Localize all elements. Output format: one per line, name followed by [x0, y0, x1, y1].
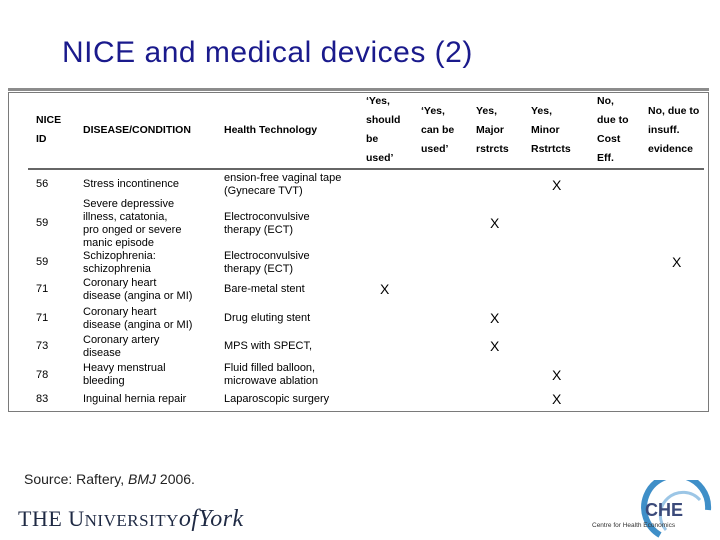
header-nice-id: NICE ID	[36, 114, 62, 145]
header-technology: Health Technology	[224, 124, 318, 136]
row-4-disease: Coronary heart disease (angina or MI)	[83, 277, 193, 302]
university-of-york-logo: THE UNIVERSITYofYork	[18, 506, 244, 532]
header-disease: DISEASE/CONDITION	[83, 124, 191, 136]
row-7-disease: Heavy menstrual bleeding	[83, 362, 166, 387]
row-5-technology: Drug eluting stent	[224, 312, 311, 324]
row-8-mark: X	[552, 391, 562, 407]
table-top-rule	[8, 88, 709, 91]
row-1-disease: Stress incontinence	[83, 178, 179, 190]
row-5-mark: X	[490, 310, 500, 326]
row-7-id: 78	[36, 369, 49, 381]
row-2-disease: Severe depressive illness, catatonia, pro onged or severe manic episode	[83, 198, 182, 249]
row-6-technology: MPS with SPECT,	[224, 340, 313, 352]
row-5-disease: Coronary heart disease (angina or MI)	[83, 306, 193, 331]
row-7-mark: X	[552, 367, 562, 383]
row-7-technology: Fluid filled balloon, microwave ablation	[224, 362, 319, 387]
slide-title: NICE and medical devices (2)	[62, 36, 473, 69]
row-8-technology: Laparoscopic surgery	[224, 393, 330, 405]
row-3-technology: Electroconvulsive therapy (ECT)	[224, 250, 310, 275]
header-yes-can: ‘Yes, can be used’	[421, 105, 455, 155]
header-yes-minor: Yes, Minor Rstrtcts	[531, 105, 571, 155]
row-8-id: 83	[36, 393, 49, 405]
row-6-mark: X	[490, 338, 500, 354]
header-yes-should: ‘Yes, should be used’	[366, 95, 401, 164]
row-2-id: 59	[36, 217, 49, 229]
row-4-technology: Bare-metal stent	[224, 283, 305, 295]
header-no-evidence: No, due to insuff. evidence	[648, 105, 700, 155]
row-2-technology: Electroconvulsive therapy (ECT)	[224, 211, 310, 236]
row-8-disease: Inguinal hernia repair	[83, 393, 187, 405]
row-1-technology: ension-free vaginal tape (Gynecare TVT)	[224, 172, 342, 197]
row-1-id: 56	[36, 178, 49, 190]
che-logo-subtitle: Centre for Health Economics	[592, 522, 676, 529]
row-3-mark: X	[672, 254, 682, 270]
header-no-cost: No, due to Cost Eff.	[597, 95, 629, 164]
che-logo-text: CHE	[645, 500, 684, 520]
row-4-mark: X	[380, 281, 390, 297]
row-3-disease: Schizophrenia: schizophrenia	[83, 250, 156, 275]
header-yes-major: Yes, Major rstrcts	[476, 105, 509, 155]
row-5-id: 71	[36, 312, 49, 324]
row-4-id: 71	[36, 283, 49, 295]
row-3-id: 59	[36, 256, 49, 268]
row-2-mark: X	[490, 215, 500, 231]
row-6-disease: Coronary artery disease	[83, 334, 160, 359]
row-6-id: 73	[36, 340, 49, 352]
source-citation: Source: Raftery, BMJ 2006.	[24, 471, 195, 487]
header-rule	[28, 168, 704, 170]
row-1-mark: X	[552, 177, 562, 193]
